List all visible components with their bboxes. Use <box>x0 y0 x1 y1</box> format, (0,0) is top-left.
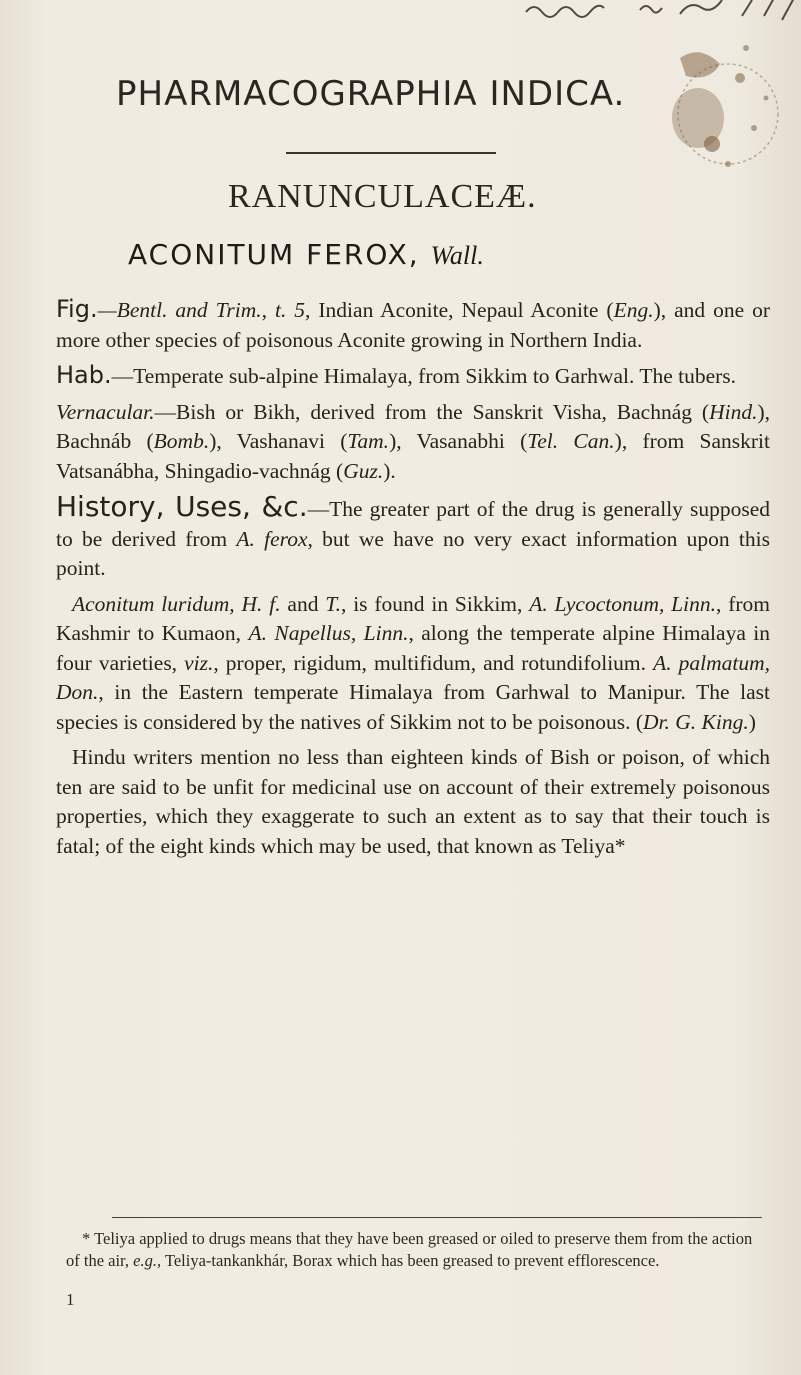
species-t: T. <box>325 591 342 616</box>
species-text-eastern: , in the Eastern temperate Himalaya from Garhwal to Manipur. The last species is considered by the natives of Sikkim not to be poisonous. ( <box>56 680 770 734</box>
footnote-divider <box>112 1217 762 1218</box>
species-text-and: and <box>280 591 326 616</box>
fig-text: Indian Aconite, Nepaul Aconite ( <box>310 298 614 322</box>
species-authority: Wall. <box>430 241 484 270</box>
species-name: ACONITUM FEROX, <box>128 238 420 271</box>
vernacular-label: Vernacular. <box>56 399 155 424</box>
history-text-1a: —The greater part of the drug is generally supposed to be derived from <box>56 497 770 551</box>
title-divider <box>286 152 496 154</box>
vernacular-tam: Tam. <box>347 429 390 453</box>
history-label: History, Uses, &c. <box>56 490 308 523</box>
species-napellus: A. Napellus, Linn. <box>248 621 409 645</box>
book-title: PHARMACOGRAPHIA INDICA. <box>116 74 626 114</box>
history-paragraph <box>56 492 770 584</box>
species-heading <box>128 238 484 271</box>
fig-text-2: ), and one or more other species of poisonous Aconite growing in Northern India. <box>56 298 771 352</box>
species-luridum: Aconitum luridum, H. f. <box>72 591 281 616</box>
species-text-close: ) <box>748 709 756 734</box>
vernacular-text-3: ), Vashanavi ( <box>209 429 348 453</box>
vernacular-hind: Hind. <box>709 399 758 424</box>
vernacular-text-5: ), from Sanskrit Vatsanábha, Shingadio-vachnág ( <box>56 429 770 483</box>
plant-family-heading: RANUNCULACEÆ. <box>228 178 537 215</box>
vernacular-telcan: Tel. Can. <box>527 429 615 453</box>
vernacular-paragraph <box>56 398 770 487</box>
fig-label: Fig. <box>56 295 98 323</box>
vernacular-text-6: ). <box>383 458 396 483</box>
vernacular-text-2: ), Bachnáb ( <box>56 399 770 453</box>
footnote-text <box>66 1228 766 1272</box>
page-number: 1 <box>66 1290 75 1309</box>
fig-eng: Eng. <box>613 298 654 322</box>
species-king: Dr. G. King. <box>643 709 749 734</box>
vernacular-text-4: ), Vasanabhi ( <box>389 429 528 453</box>
fig-paragraph <box>56 295 770 355</box>
species-text-alpine: , along the temperate alpine Himalaya in four varieties, <box>56 621 771 675</box>
hab-label: Hab. <box>56 361 112 389</box>
entry-body <box>56 295 770 867</box>
footnote <box>66 1228 766 1272</box>
vernacular-text-1: —Bish or Bikh, derived from the Sanskrit Visha, Bachnág ( <box>154 399 710 424</box>
species-text-kashmir: , from Kashmir to Kumaon, <box>56 591 770 645</box>
hindu-writers-paragraph: Hindu writers mention no less than eighteen kinds of Bish or poison, of which ten are said to be unfit for medicinal use on account of their extremely poisonous properties, which they exaggerate to such an extent as to say that their touch is fatal; of the eight kinds which may be used, that known as Teliya* <box>56 745 770 858</box>
vernacular-bomb: Bomb. <box>153 429 210 453</box>
footnote-eg: e.g. <box>133 1251 157 1270</box>
species-list-paragraph <box>56 590 770 738</box>
hab-paragraph <box>56 361 770 392</box>
footnote-text-b: , Teliya-tankankhár, Borax which has been greased to prevent efflorescence. <box>156 1251 660 1270</box>
species-viz: viz. <box>184 650 214 675</box>
fig-reference: —Bentl. and Trim., t. 5, <box>97 298 311 322</box>
footnote-text-a: * Teliya applied to drugs means that they have been greased or oiled to preserve them from the action of the air, <box>66 1229 753 1270</box>
species-palmatum: A. palmatum, Don. <box>56 650 770 704</box>
history-text-1b: A. ferox, <box>236 526 313 551</box>
species-text-varieties: , proper, rigidum, multifidum, and rotundifolium. <box>213 650 654 675</box>
vernacular-guz: Guz. <box>343 458 384 483</box>
library-stamp-icon <box>650 18 790 193</box>
history-text-1c: but we have no very exact information upon this point. <box>56 526 770 580</box>
species-text-sikkim: , is found in Sikkim, <box>341 591 530 616</box>
hab-text: —Temperate sub-alpine Himalaya, from Sikkim to Garhwal. The tubers. <box>111 364 737 388</box>
species-lycoctonum: A. Lycoctonum, Linn. <box>529 591 716 616</box>
